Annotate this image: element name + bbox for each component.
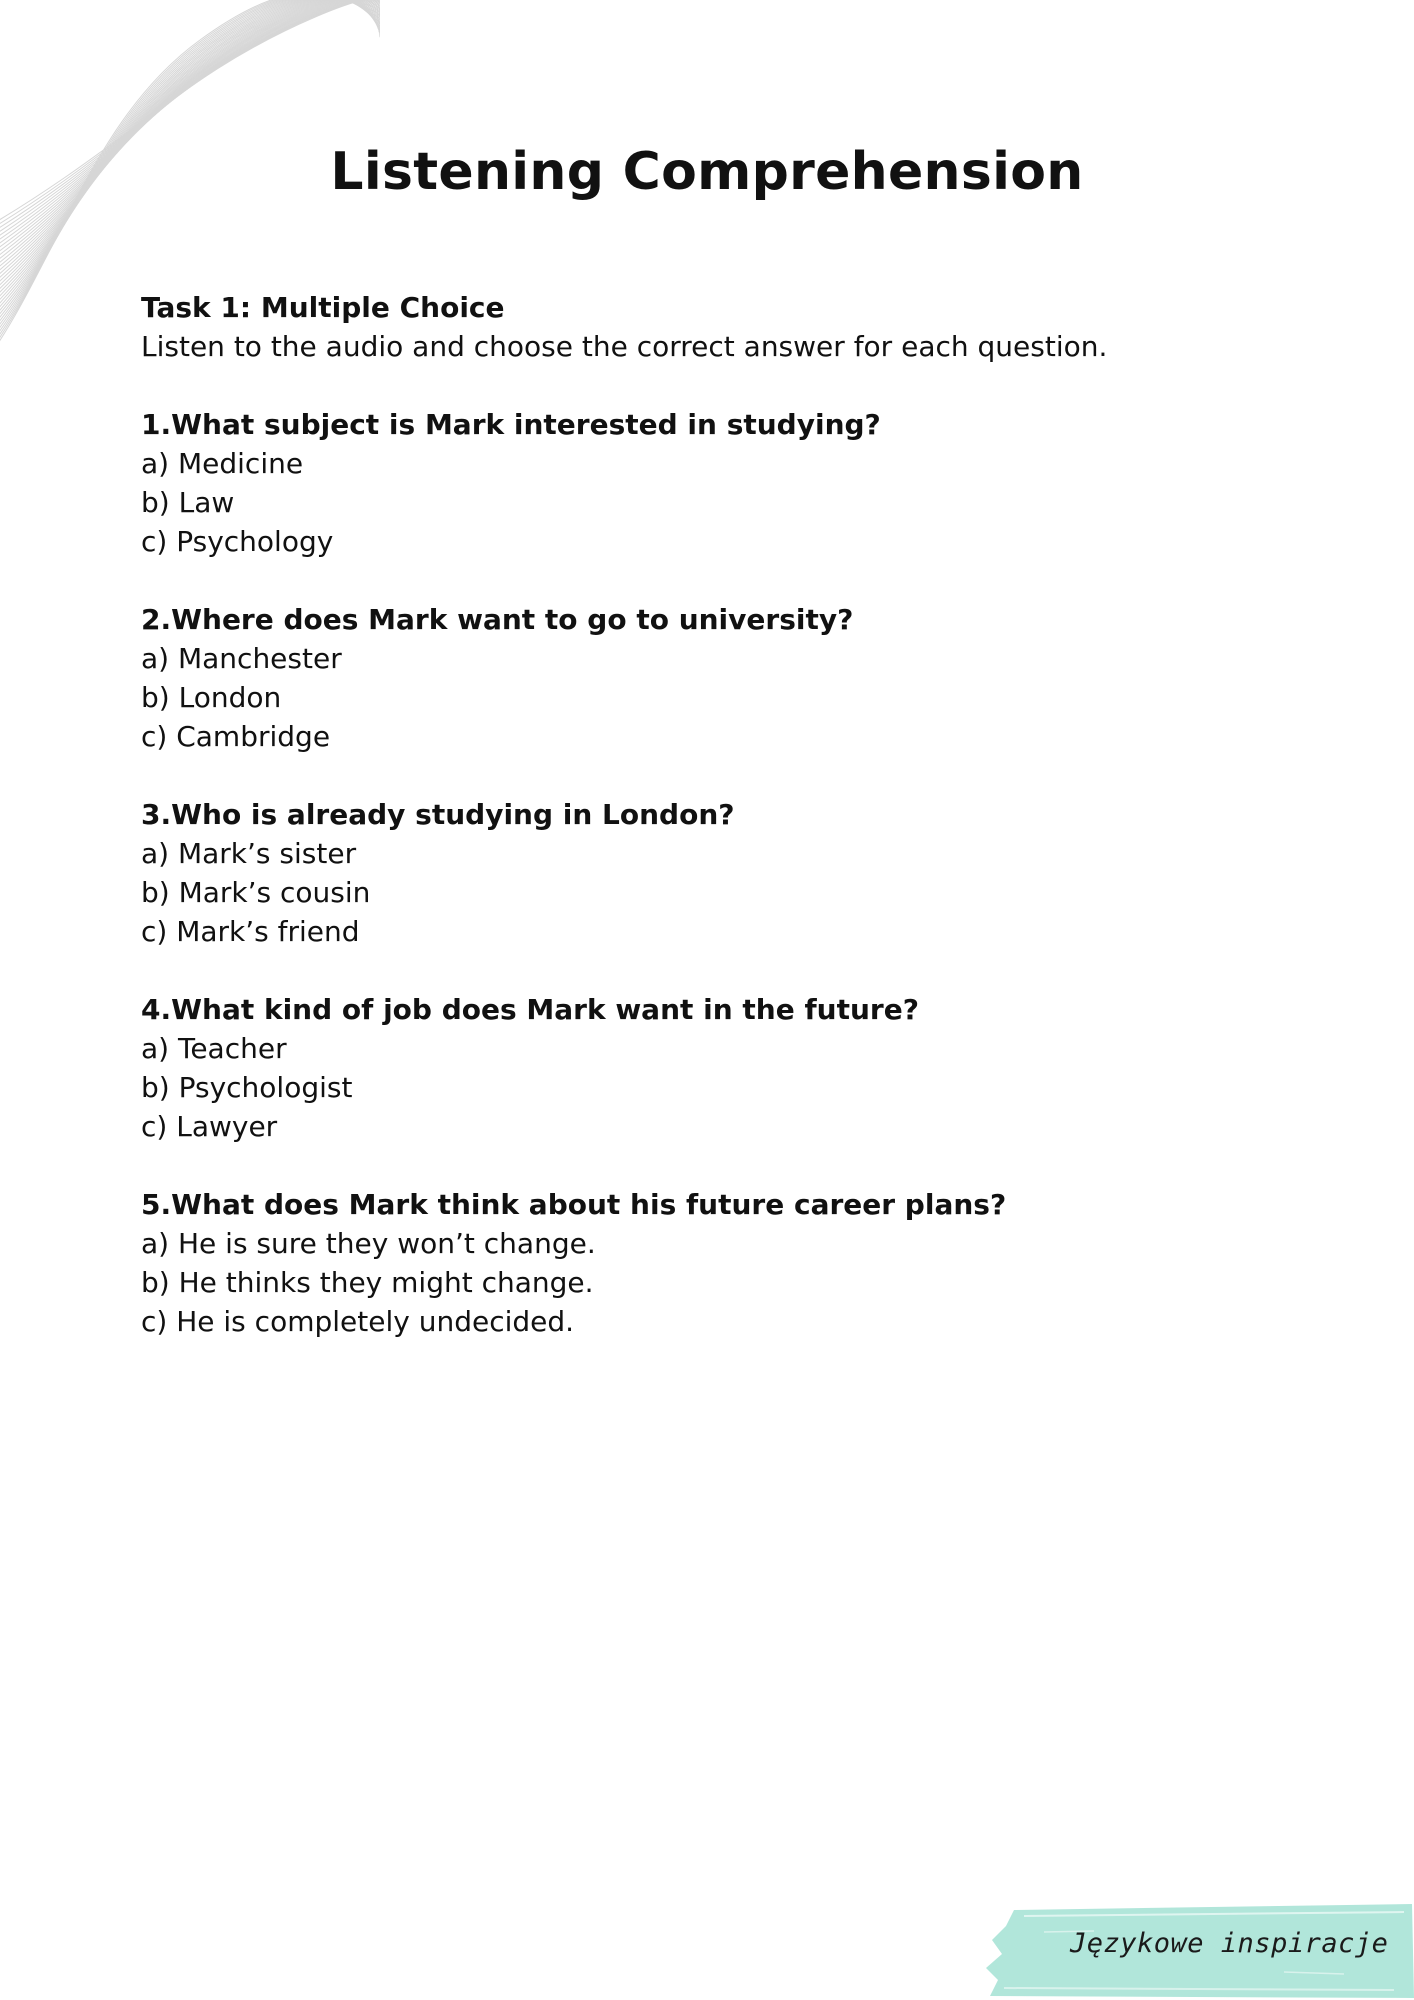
answer-option: a) Mark’s sister (141, 837, 357, 870)
wave-line (0, 0, 380, 265)
question-text: 2.Where does Mark want to go to university? (141, 603, 854, 636)
brand-name: Językowe inspiracje (1070, 1928, 1389, 1959)
answer-option: c) Psychology (141, 525, 334, 558)
question-text: 4.What kind of job does Mark want in the future? (141, 993, 919, 1026)
answer-option: b) He thinks they might change. (141, 1266, 594, 1299)
answer-option: b) Mark’s cousin (141, 876, 371, 909)
answer-option: a) Medicine (141, 447, 304, 480)
answer-option: b) Psychologist (141, 1071, 353, 1104)
worksheet-content (141, 288, 1291, 1380)
question-3 (141, 795, 1291, 951)
answer-option: c) Lawyer (141, 1110, 278, 1143)
task-instruction: Listen to the audio and choose the correct answer for each question. (141, 330, 1108, 363)
answer-option: c) He is completely undecided. (141, 1305, 575, 1338)
answer-option: c) Mark’s friend (141, 915, 360, 948)
question-4 (141, 990, 1291, 1146)
answer-option: a) He is sure they won’t change. (141, 1227, 596, 1260)
answer-option: b) London (141, 681, 282, 714)
answer-option: a) Teacher (141, 1032, 287, 1065)
question-text: 1.What subject is Mark interested in studying? (141, 408, 881, 441)
wave-line (0, 0, 380, 248)
answer-option: c) Cambridge (141, 720, 331, 753)
question-text: 3.Who is already studying in London? (141, 798, 735, 831)
task-heading: Task 1: Multiple Choice (141, 291, 505, 324)
task-section (141, 288, 1291, 366)
answer-option: b) Law (141, 486, 235, 519)
page-title: Listening Comprehension (330, 142, 1084, 202)
question-1 (141, 405, 1291, 561)
question-5 (141, 1185, 1291, 1341)
answer-option: a) Manchester (141, 642, 342, 675)
footer-brand-logo (984, 1902, 1414, 2000)
question-2 (141, 600, 1291, 756)
question-text: 5.What does Mark think about his future career plans? (141, 1188, 1007, 1221)
wave-line (0, 0, 380, 261)
